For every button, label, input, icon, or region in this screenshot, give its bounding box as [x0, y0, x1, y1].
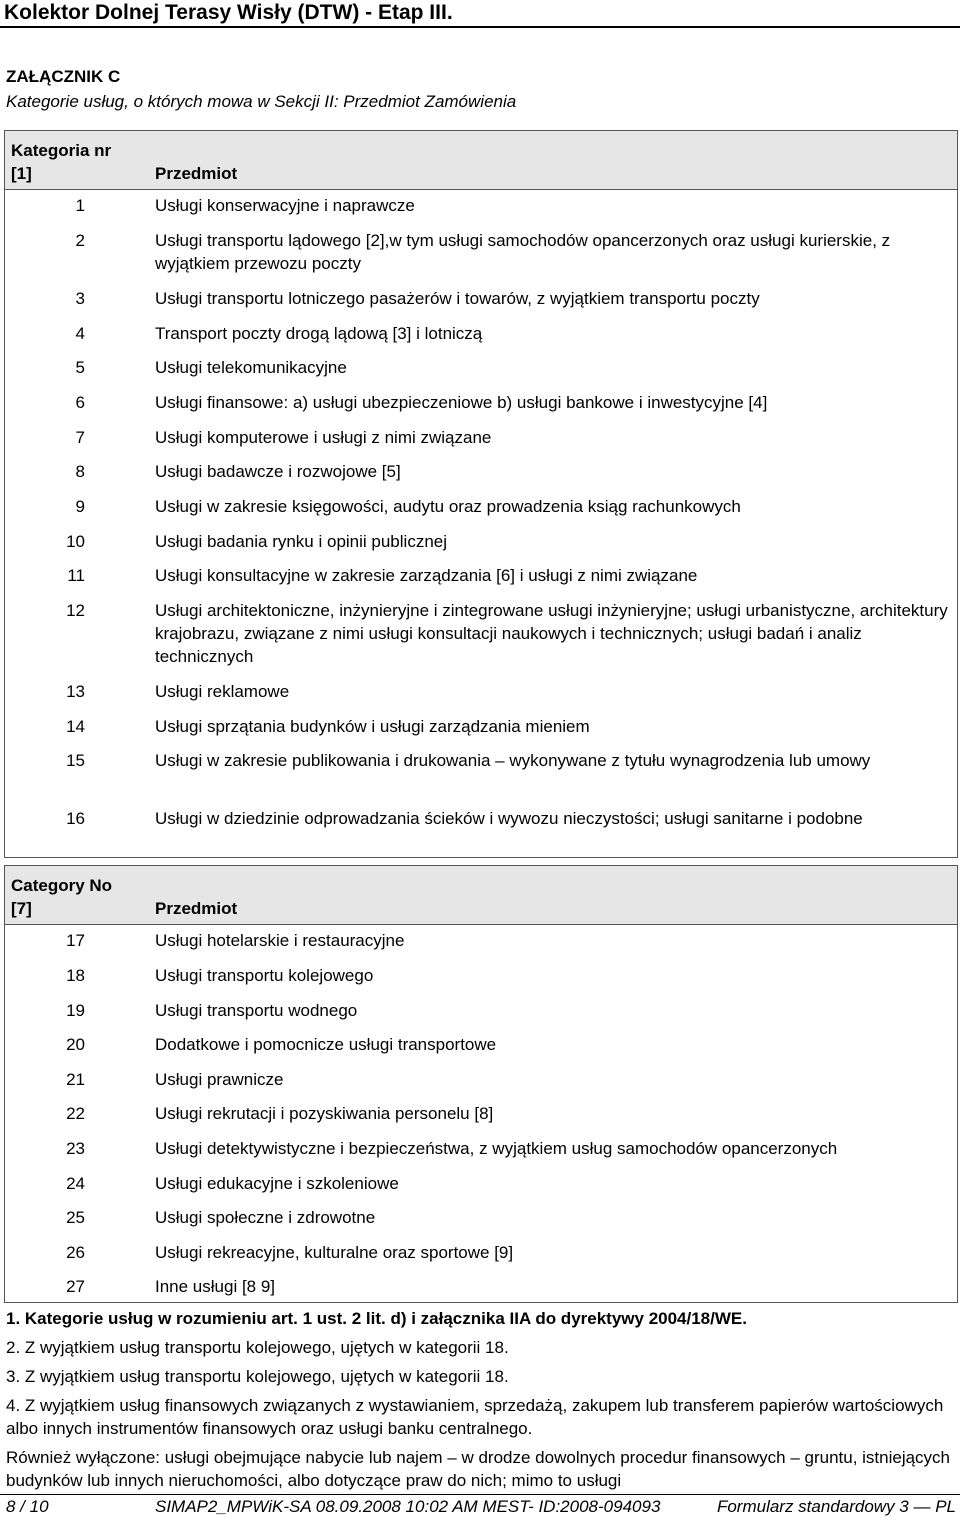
- category-column-header: Category No [7]: [11, 876, 113, 918]
- category-number: 20: [66, 1035, 85, 1054]
- footnote: 1. Kategorie usług w rozumieniu art. 1 ust. 2 lit. d) i załącznika IIA do dyrektywy 2004/18/WE.: [6, 1309, 747, 1328]
- table-row: [5, 194, 957, 217]
- category-number: 15: [66, 751, 85, 770]
- service-category-table-2: [4, 865, 958, 1303]
- table-header: [5, 131, 957, 190]
- table-row: [5, 715, 957, 738]
- category-description: Usługi telekomunikacyjne: [155, 358, 347, 377]
- category-description: Usługi konsultacyjne w zakresie zarządzania [6] i usługi z nimi związane: [155, 566, 698, 585]
- category-description: Dodatkowe i pomocnicze usługi transportowe: [155, 1035, 497, 1054]
- category-description: Usługi finansowe: a) usługi ubezpieczeniowe b) usługi bankowe i inwestycyjne [4]: [155, 393, 768, 412]
- category-number: 14: [66, 717, 85, 736]
- table-row: [5, 495, 957, 518]
- table-row: [5, 322, 957, 345]
- category-number: 16: [66, 809, 85, 828]
- table-row: [5, 460, 957, 483]
- table-row: [5, 680, 957, 703]
- subject-column-header: Przedmiot: [155, 899, 238, 918]
- table-row: [5, 1102, 957, 1125]
- category-description: Usługi w zakresie księgowości, audytu oraz prowadzenia ksiąg rachunkowych: [155, 497, 741, 516]
- category-number: 19: [66, 1001, 85, 1020]
- document-id: SIMAP2_MPWiK-SA 08.09.2008 10:02 AM MEST- ID:2008-094093: [155, 1497, 661, 1516]
- category-number: 21: [66, 1070, 85, 1089]
- table-row: [5, 599, 957, 668]
- category-description: Usługi transportu lądowego [2],w tym usługi samochodów opancerzonych oraz usługi kurierskie, z wyjątkiem przewozu poczty: [155, 231, 891, 273]
- table-row: [5, 287, 957, 310]
- category-number: 11: [67, 566, 85, 585]
- table-row: [5, 1068, 957, 1091]
- table-row: [5, 929, 957, 952]
- table-row: [5, 807, 957, 830]
- category-column-header: Kategoria nr [1]: [11, 141, 112, 183]
- category-description: Usługi komputerowe i usługi z nimi związane: [155, 428, 492, 447]
- category-description: Usługi transportu kolejowego: [155, 966, 374, 985]
- table-row: [5, 749, 957, 772]
- category-number: 27: [66, 1277, 85, 1296]
- footnote: Również wyłączone: usługi obejmujące nabycie lub najem – w drodze dowolnych procedur finansowych – gruntu, istniejących budynków lub innych nieruchomości, albo dotyczące praw do nich; mimo to usługi: [6, 1448, 951, 1490]
- table-row: [5, 564, 957, 587]
- category-number: 24: [66, 1174, 85, 1193]
- table-row: [5, 229, 957, 275]
- category-number: 18: [66, 966, 85, 985]
- document-header: [0, 0, 960, 28]
- document-title: Kolektor Dolnej Terasy Wisły (DTW) - Etap III.: [4, 1, 453, 24]
- category-number: 13: [66, 682, 85, 701]
- category-description: Usługi w dziedzinie odprowadzania ścieków i wywozu nieczystości; usługi sanitarne i podobne: [155, 809, 863, 828]
- category-number: 9: [75, 497, 85, 516]
- table-row: [5, 426, 957, 449]
- category-description: Usługi sprzątania budynków i usługi zarządzania mieniem: [155, 717, 590, 736]
- footnote: 3. Z wyjątkiem usług transportu kolejowego, ujętych w kategorii 18.: [6, 1367, 509, 1386]
- category-description: Usługi hotelarskie i restauracyjne: [155, 931, 405, 950]
- category-description: Usługi badania rynku i opinii publicznej: [155, 532, 448, 551]
- category-description: Usługi badawcze i rozwojowe [5]: [155, 462, 401, 481]
- category-description: Usługi w zakresie publikowania i drukowania – wykonywane z tytułu wynagrodzenia lub umowy: [155, 751, 871, 770]
- category-number: 4: [75, 324, 85, 343]
- category-number: 12: [66, 601, 85, 620]
- page-footer: [0, 1494, 960, 1518]
- category-number: 3: [75, 289, 85, 308]
- table-row: [5, 1172, 957, 1195]
- category-number: 5: [75, 358, 85, 377]
- category-number: 2: [75, 231, 85, 250]
- category-description: Usługi społeczne i zdrowotne: [155, 1208, 376, 1227]
- category-number: 23: [66, 1139, 85, 1158]
- category-description: Usługi detektywistyczne i bezpieczeństwa, z wyjątkiem usług samochodów opancerzonych: [155, 1139, 838, 1158]
- category-description: Usługi prawnicze: [155, 1070, 284, 1089]
- category-number: 7: [75, 428, 85, 447]
- category-number: 17: [66, 931, 85, 950]
- footnotes: [6, 1307, 956, 1498]
- category-number: 1: [75, 196, 85, 215]
- category-number: 8: [75, 462, 85, 481]
- page-number: 8 / 10: [6, 1497, 49, 1516]
- category-description: Usługi rekrutacji i pozyskiwania personelu [8]: [155, 1104, 494, 1123]
- subject-column-header: Przedmiot: [155, 164, 238, 183]
- category-number: 10: [66, 532, 85, 551]
- category-number: 26: [66, 1243, 85, 1262]
- category-description: Usługi rekreacyjne, kulturalne oraz sportowe [9]: [155, 1243, 514, 1262]
- category-number: 25: [66, 1208, 85, 1227]
- table-row: [5, 1033, 957, 1056]
- table-row: [5, 999, 957, 1022]
- table-row: [5, 964, 957, 987]
- category-description: Usługi transportu lotniczego pasażerów i towarów, z wyjątkiem transportu poczty: [155, 289, 760, 308]
- table-row: [5, 1206, 957, 1229]
- category-description: Usługi reklamowe: [155, 682, 290, 701]
- service-category-table-1: [4, 130, 958, 858]
- table-row: [5, 1241, 957, 1264]
- table-header: [5, 866, 957, 925]
- form-name: Formularz standardowy 3 — PL: [716, 1497, 956, 1516]
- footnote: 4. Z wyjątkiem usług finansowych związanych z wystawianiem, sprzedażą, zakupem lub transferem papierów wartościowych albo innych instrumentów finansowych oraz usługi banku centralnego.: [6, 1396, 944, 1438]
- table-row: [5, 530, 957, 553]
- category-description: Usługi konserwacyjne i naprawcze: [155, 196, 415, 215]
- category-number: 6: [75, 393, 85, 412]
- category-number: 22: [66, 1104, 85, 1123]
- category-description: Transport poczty drogą lądową [3] i lotniczą: [155, 324, 483, 343]
- table-row: [5, 1137, 957, 1160]
- footnote: 2. Z wyjątkiem usług transportu kolejowego, ujętych w kategorii 18.: [6, 1338, 509, 1357]
- annex-subtitle: Kategorie usług, o których mowa w Sekcji II: Przedmiot Zamówienia: [6, 92, 517, 111]
- table-row: [5, 356, 957, 379]
- category-description: Inne usługi [8 9]: [155, 1277, 276, 1296]
- category-description: Usługi transportu wodnego: [155, 1001, 358, 1020]
- table-row: [5, 391, 957, 414]
- category-description: Usługi architektoniczne, inżynieryjne i zintegrowane usługi inżynieryjne; usługi urbanistyczne, architektury krajobrazu, związane z nimi usługi konsultacji naukowych i technicznych; usługi badań i analiz technicznych: [155, 601, 948, 666]
- table-row: [5, 1275, 957, 1298]
- category-description: Usługi edukacyjne i szkoleniowe: [155, 1174, 399, 1193]
- annex-title: ZAŁĄCZNIK C: [6, 67, 121, 86]
